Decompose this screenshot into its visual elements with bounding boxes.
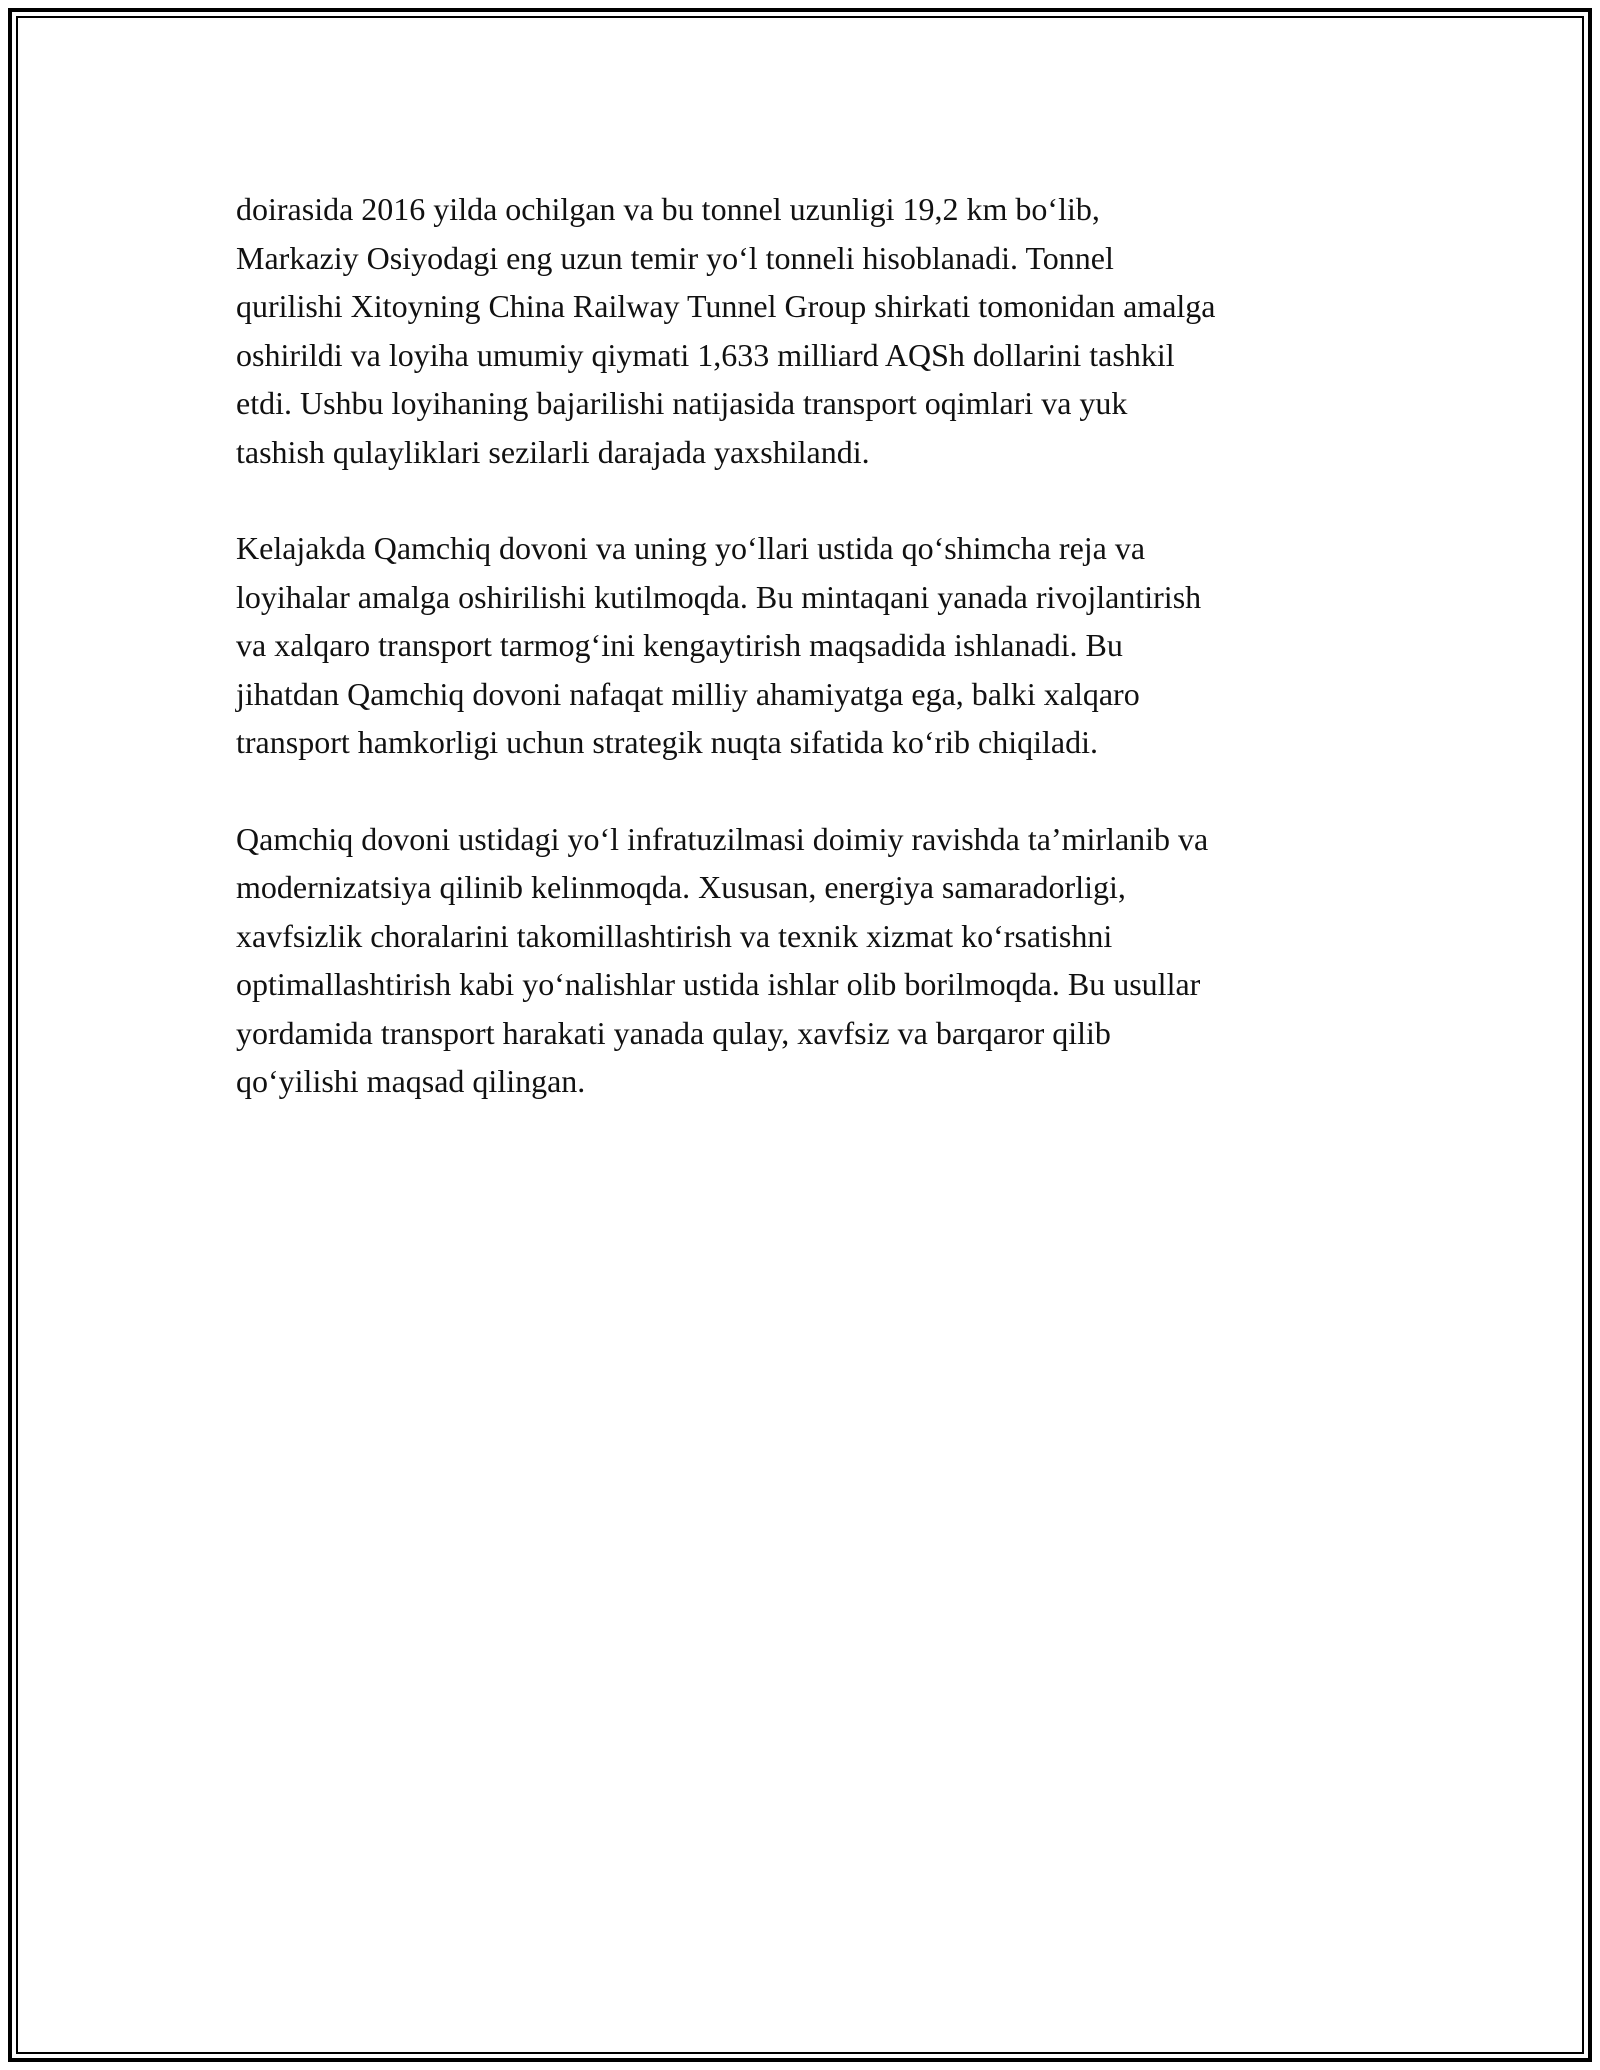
text-line: loyihalar amalga oshirilishi kutilmoqda. Bu mintaqani yanada rivojlantirish: [236, 578, 1202, 615]
text-line: tashish qulayliklari sezilarli darajada yaxshilandi.: [236, 433, 870, 470]
document-body: [236, 185, 1386, 1154]
text-line: qo‘yilishi maqsad qilingan.: [236, 1063, 586, 1099]
text-line: modernizatsiya qilinib kelinmoqda. Xususan, energiya samaradorligi,: [236, 869, 1126, 905]
text-line: jihatdan Qamchiq dovoni nafaqat milliy ahamiyatga ega, balki xalqaro: [236, 675, 1140, 712]
text-line: etdi. Ushbu loyihaning bajarilishi natijasida transport oqimlari va yuk: [236, 385, 1128, 421]
text-line: Kelajakda Qamchiq dovoni va uning yo‘llari ustida qo‘shimcha reja va: [236, 530, 1146, 566]
text-line: optimallashtirish kabi yo‘nalishlar ustida ishlar olib borilmoqda. Bu usullar: [236, 966, 1201, 1002]
paragraph-3: [236, 815, 1386, 1106]
text-line: qurilishi Xitoyning China Railway Tunnel Group shirkati tomonidan amalga: [236, 288, 1216, 324]
text-line: va xalqaro transport tarmog‘ini kengaytirish maqsadida ishlanadi. Bu: [236, 627, 1123, 663]
text-line: yordamida transport harakati yanada qulay, xavfsiz va barqaror qilib: [236, 1014, 1111, 1051]
text-line: doirasida 2016 yilda ochilgan va bu tonnel uzunligi 19,2 km bo‘lib,: [236, 191, 1100, 227]
paragraph-1: [236, 185, 1386, 476]
text-line: xavfsizlik choralarini takomillashtirish va texnik xizmat ko‘rsatishni: [236, 917, 1113, 954]
text-line: transport hamkorligi uchun strategik nuqta sifatida ko‘rib chiqiladi.: [236, 724, 1099, 760]
text-line: Qamchiq dovoni ustidagi yo‘l infratuzilmasi doimiy ravishda ta’mirlanib va: [236, 820, 1209, 857]
text-line: oshirildi va loyiha umumiy qiymati 1,633 milliard AQSh dollarini tashkil: [236, 336, 1175, 373]
text-line: Markaziy Osiyodagi eng uzun temir yo‘l tonneli hisoblanadi. Tonnel: [236, 239, 1114, 276]
paragraph-2: [236, 524, 1386, 767]
